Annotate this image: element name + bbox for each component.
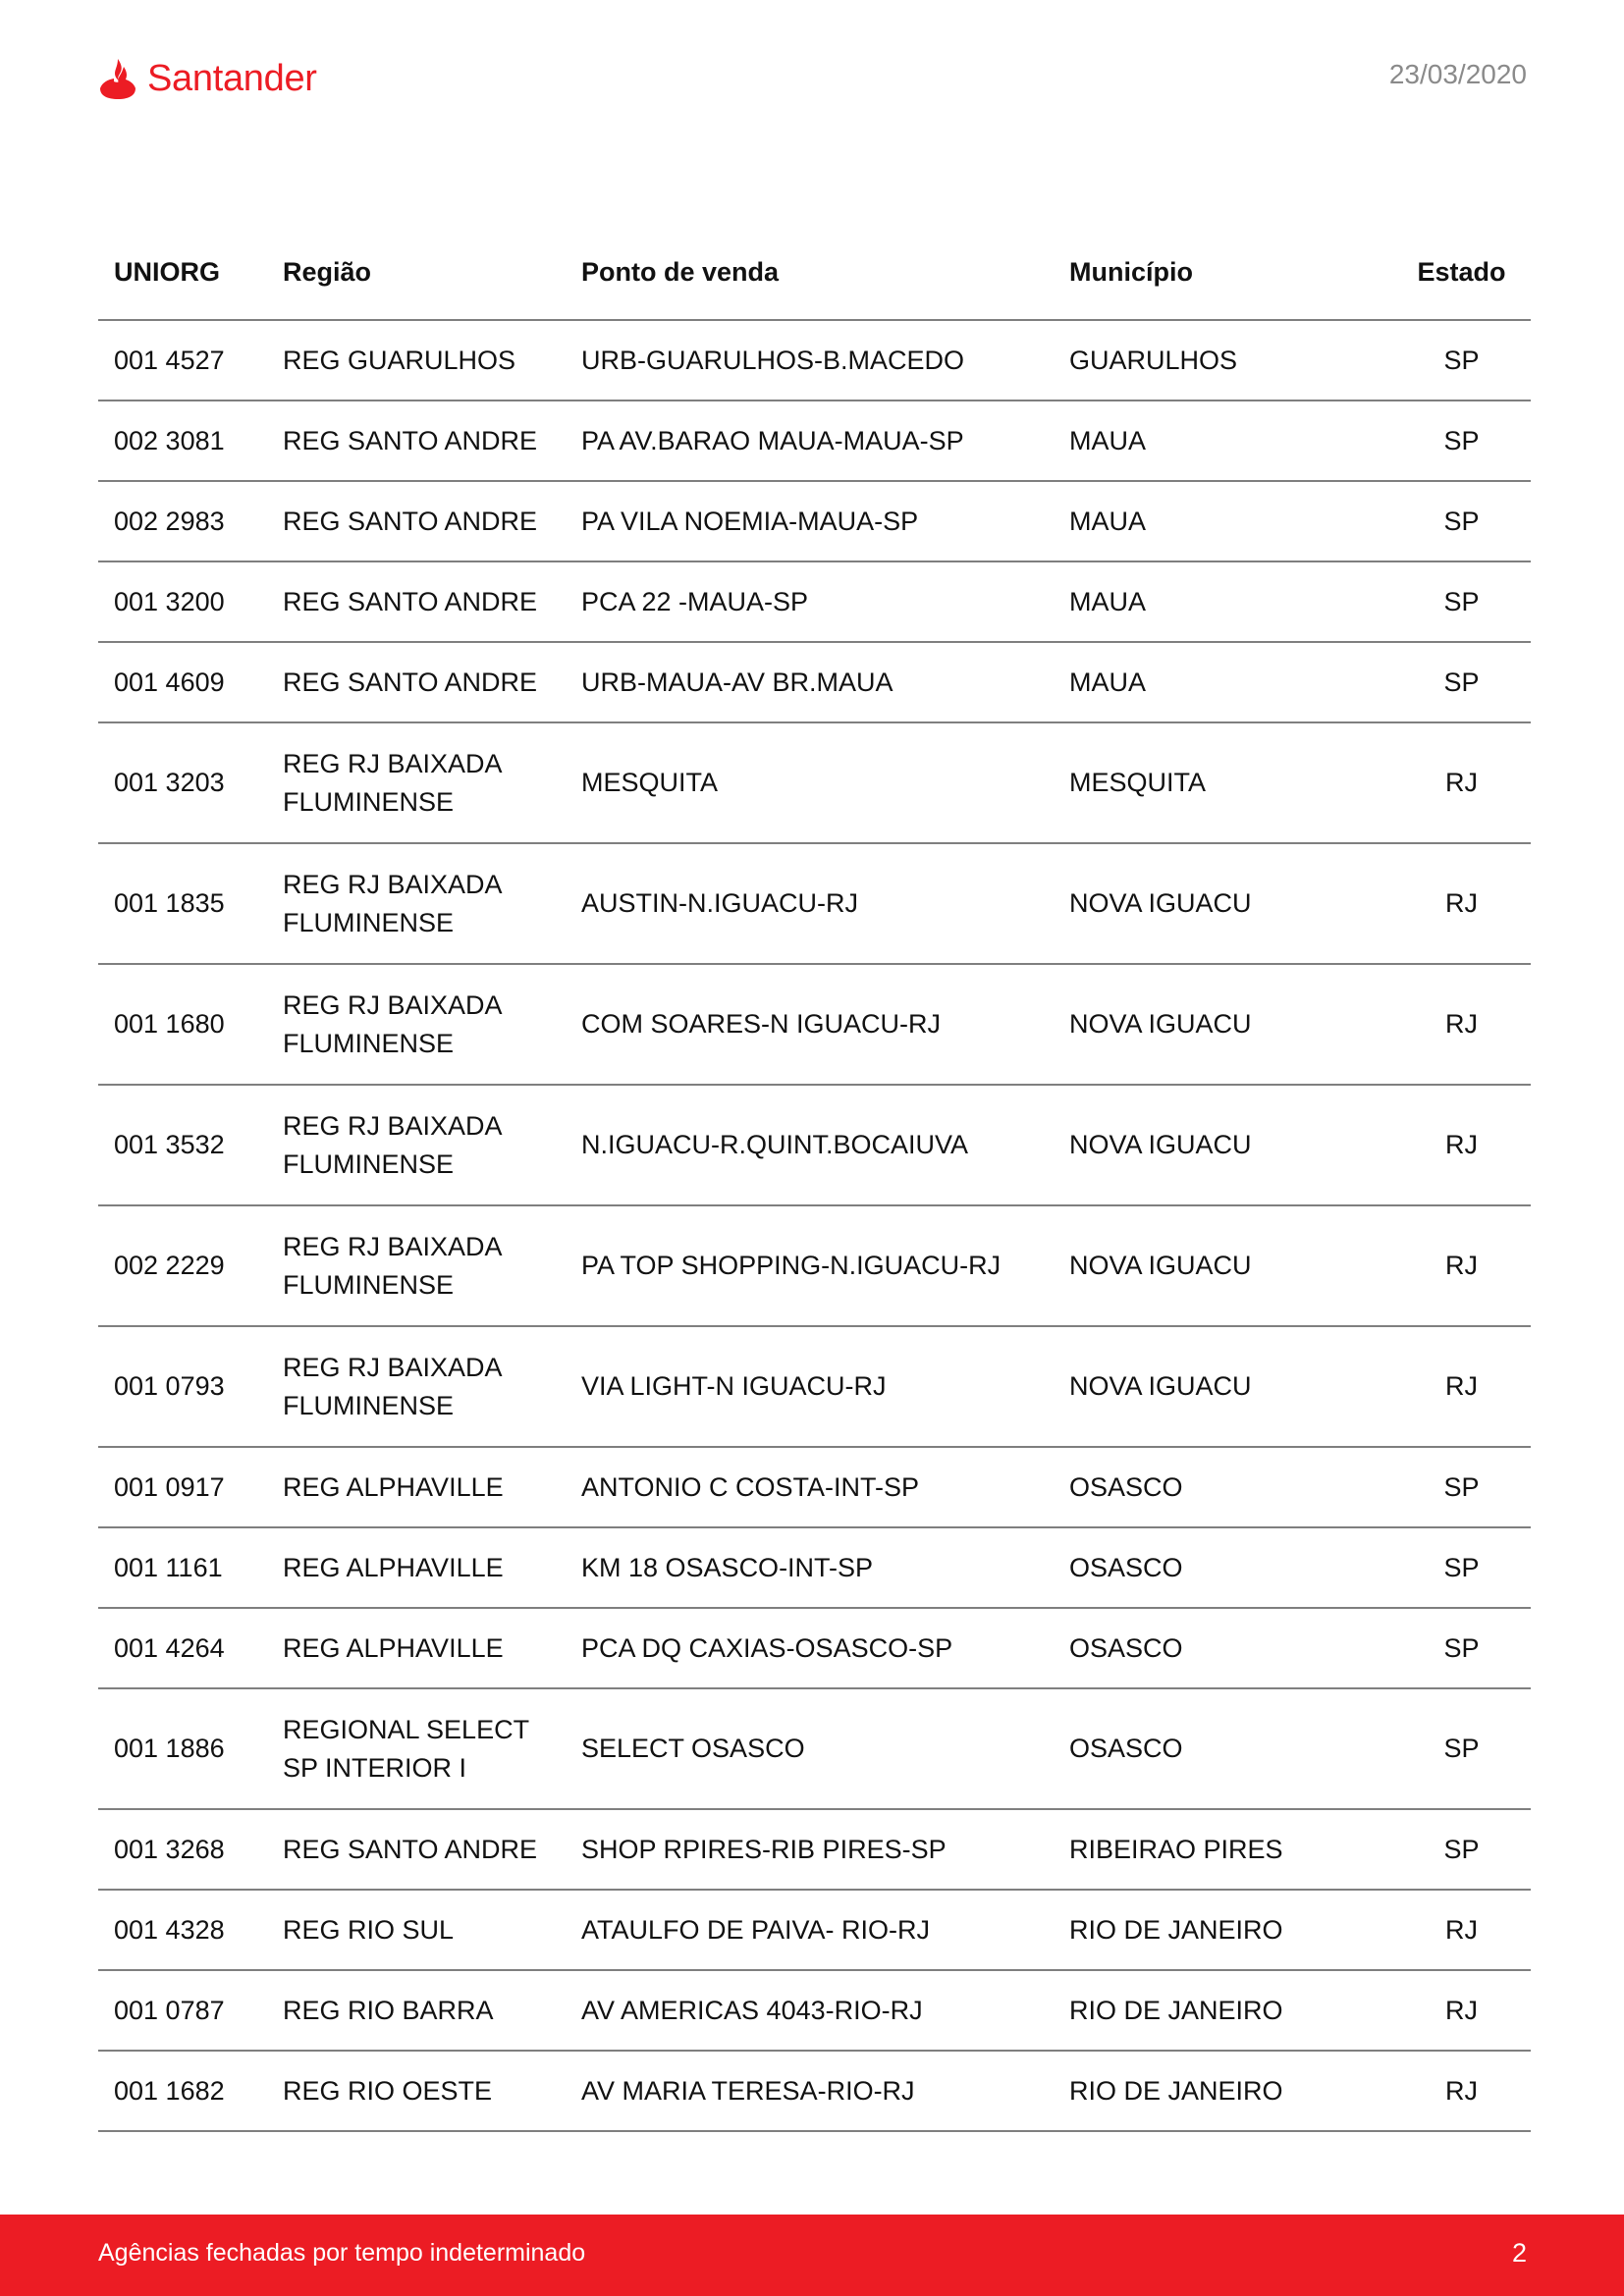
cell-regiao: REG SANTO ANDRE	[267, 642, 566, 722]
cell-municipio: OSASCO	[1054, 1527, 1392, 1608]
cell-estado: SP	[1392, 1447, 1531, 1527]
cell-municipio: RIO DE JANEIRO	[1054, 1970, 1392, 2051]
cell-regiao: REG SANTO ANDRE	[267, 561, 566, 642]
cell-municipio: MESQUITA	[1054, 722, 1392, 843]
table-row	[98, 722, 1531, 843]
cell-uniorg: 001 0793	[98, 1326, 267, 1447]
cell-estado: RJ	[1392, 1890, 1531, 1970]
cell-ponto-de-venda: AV AMERICAS 4043-RIO-RJ	[566, 1970, 1054, 2051]
cell-ponto-de-venda: PA VILA NOEMIA-MAUA-SP	[566, 481, 1054, 561]
cell-ponto-de-venda: SELECT OSASCO	[566, 1688, 1054, 1809]
cell-regiao: REGIONAL SELECT SP INTERIOR I	[267, 1688, 566, 1809]
cell-ponto-de-venda: ANTONIO C COSTA-INT-SP	[566, 1447, 1054, 1527]
column-header-ponto-de-venda: Ponto de venda	[566, 226, 1054, 320]
cell-municipio: NOVA IGUACU	[1054, 1205, 1392, 1326]
cell-estado: SP	[1392, 642, 1531, 722]
cell-regiao: REG RIO SUL	[267, 1890, 566, 1970]
cell-uniorg: 001 4609	[98, 642, 267, 722]
table-row	[98, 1447, 1531, 1527]
cell-uniorg: 002 2229	[98, 1205, 267, 1326]
cell-uniorg: 001 0787	[98, 1970, 267, 2051]
cell-ponto-de-venda: PCA DQ CAXIAS-OSASCO-SP	[566, 1608, 1054, 1688]
table-row	[98, 964, 1531, 1085]
cell-uniorg: 001 4264	[98, 1608, 267, 1688]
table-row	[98, 1205, 1531, 1326]
table-row	[98, 320, 1531, 400]
cell-estado: SP	[1392, 561, 1531, 642]
table-row	[98, 1326, 1531, 1447]
cell-estado: SP	[1392, 1809, 1531, 1890]
page-header	[0, 0, 1624, 157]
cell-uniorg: 001 0917	[98, 1447, 267, 1527]
cell-uniorg: 001 3203	[98, 722, 267, 843]
cell-regiao: REG ALPHAVILLE	[267, 1527, 566, 1608]
cell-regiao: REG RJ BAIXADA FLUMINENSE	[267, 1205, 566, 1326]
santander-logo	[98, 57, 317, 100]
table-row	[98, 642, 1531, 722]
cell-ponto-de-venda: PA AV.BARAO MAUA-MAUA-SP	[566, 400, 1054, 481]
table-row	[98, 481, 1531, 561]
cell-municipio: MAUA	[1054, 481, 1392, 561]
cell-municipio: OSASCO	[1054, 1447, 1392, 1527]
cell-estado: RJ	[1392, 2051, 1531, 2131]
cell-regiao: REG SANTO ANDRE	[267, 1809, 566, 1890]
cell-uniorg: 001 1680	[98, 964, 267, 1085]
cell-uniorg: 001 4328	[98, 1890, 267, 1970]
cell-uniorg: 002 3081	[98, 400, 267, 481]
cell-municipio: NOVA IGUACU	[1054, 1326, 1392, 1447]
table-row	[98, 2051, 1531, 2131]
cell-municipio: MAUA	[1054, 561, 1392, 642]
cell-regiao: REG GUARULHOS	[267, 320, 566, 400]
cell-uniorg: 002 2983	[98, 481, 267, 561]
cell-ponto-de-venda: ATAULFO DE PAIVA- RIO-RJ	[566, 1890, 1054, 1970]
cell-estado: SP	[1392, 400, 1531, 481]
cell-ponto-de-venda: KM 18 OSASCO-INT-SP	[566, 1527, 1054, 1608]
table-row	[98, 1608, 1531, 1688]
table-row	[98, 1688, 1531, 1809]
table-header-row	[98, 226, 1531, 320]
cell-estado: SP	[1392, 481, 1531, 561]
cell-municipio: RIO DE JANEIRO	[1054, 2051, 1392, 2131]
table-row	[98, 1527, 1531, 1608]
column-header-estado: Estado	[1392, 226, 1531, 320]
cell-ponto-de-venda: AV MARIA TERESA-RIO-RJ	[566, 2051, 1054, 2131]
table-row	[98, 1890, 1531, 1970]
cell-uniorg: 001 1886	[98, 1688, 267, 1809]
cell-estado: RJ	[1392, 1970, 1531, 2051]
cell-regiao: REG RJ BAIXADA FLUMINENSE	[267, 964, 566, 1085]
table-row	[98, 1085, 1531, 1205]
brand-name: Santander	[147, 58, 317, 99]
cell-ponto-de-venda: AUSTIN-N.IGUACU-RJ	[566, 843, 1054, 964]
cell-ponto-de-venda: VIA LIGHT-N IGUACU-RJ	[566, 1326, 1054, 1447]
cell-ponto-de-venda: PCA 22 -MAUA-SP	[566, 561, 1054, 642]
cell-regiao: REG ALPHAVILLE	[267, 1447, 566, 1527]
branches-table	[98, 226, 1531, 2132]
cell-regiao: REG SANTO ANDRE	[267, 481, 566, 561]
cell-municipio: NOVA IGUACU	[1054, 843, 1392, 964]
cell-estado: RJ	[1392, 1326, 1531, 1447]
cell-uniorg: 001 1835	[98, 843, 267, 964]
cell-municipio: OSASCO	[1054, 1688, 1392, 1809]
footer-caption: Agências fechadas por tempo indeterminado	[98, 2239, 586, 2267]
table-row	[98, 400, 1531, 481]
cell-municipio: RIBEIRAO PIRES	[1054, 1809, 1392, 1890]
cell-ponto-de-venda: MESQUITA	[566, 722, 1054, 843]
cell-ponto-de-venda: URB-MAUA-AV BR.MAUA	[566, 642, 1054, 722]
cell-ponto-de-venda: COM SOARES-N IGUACU-RJ	[566, 964, 1054, 1085]
cell-municipio: NOVA IGUACU	[1054, 964, 1392, 1085]
flame-icon	[98, 57, 137, 100]
cell-municipio: MAUA	[1054, 642, 1392, 722]
column-header-regiao: Região	[267, 226, 566, 320]
cell-uniorg: 001 3200	[98, 561, 267, 642]
table-row	[98, 561, 1531, 642]
cell-regiao: REG RIO OESTE	[267, 2051, 566, 2131]
cell-regiao: REG RJ BAIXADA FLUMINENSE	[267, 722, 566, 843]
cell-regiao: REG RJ BAIXADA FLUMINENSE	[267, 1085, 566, 1205]
table-row	[98, 1970, 1531, 2051]
cell-estado: RJ	[1392, 964, 1531, 1085]
cell-ponto-de-venda: URB-GUARULHOS-B.MACEDO	[566, 320, 1054, 400]
document-date: 23/03/2020	[1388, 59, 1527, 89]
cell-municipio: OSASCO	[1054, 1608, 1392, 1688]
table-row	[98, 843, 1531, 964]
cell-uniorg: 001 1682	[98, 2051, 267, 2131]
cell-regiao: REG RJ BAIXADA FLUMINENSE	[267, 843, 566, 964]
cell-estado: SP	[1392, 1688, 1531, 1809]
column-header-uniorg: UNIORG	[98, 226, 267, 320]
page-number: 2	[1511, 2238, 1527, 2268]
cell-uniorg: 001 1161	[98, 1527, 267, 1608]
cell-municipio: MAUA	[1054, 400, 1392, 481]
page-footer	[0, 2215, 1624, 2296]
table-row	[98, 1809, 1531, 1890]
cell-estado: SP	[1392, 320, 1531, 400]
cell-estado: RJ	[1392, 1085, 1531, 1205]
cell-uniorg: 001 4527	[98, 320, 267, 400]
cell-uniorg: 001 3268	[98, 1809, 267, 1890]
column-header-municipio: Município	[1054, 226, 1392, 320]
cell-estado: RJ	[1392, 722, 1531, 843]
cell-municipio: RIO DE JANEIRO	[1054, 1890, 1392, 1970]
cell-ponto-de-venda: PA TOP SHOPPING-N.IGUACU-RJ	[566, 1205, 1054, 1326]
cell-regiao: REG ALPHAVILLE	[267, 1608, 566, 1688]
cell-regiao: REG RJ BAIXADA FLUMINENSE	[267, 1326, 566, 1447]
cell-estado: RJ	[1392, 843, 1531, 964]
cell-ponto-de-venda: N.IGUACU-R.QUINT.BOCAIUVA	[566, 1085, 1054, 1205]
cell-municipio: NOVA IGUACU	[1054, 1085, 1392, 1205]
cell-ponto-de-venda: SHOP RPIRES-RIB PIRES-SP	[566, 1809, 1054, 1890]
cell-estado: RJ	[1392, 1205, 1531, 1326]
cell-uniorg: 001 3532	[98, 1085, 267, 1205]
branches-table-container	[98, 226, 1531, 2132]
cell-estado: SP	[1392, 1527, 1531, 1608]
cell-municipio: GUARULHOS	[1054, 320, 1392, 400]
cell-estado: SP	[1392, 1608, 1531, 1688]
cell-regiao: REG SANTO ANDRE	[267, 400, 566, 481]
cell-regiao: REG RIO BARRA	[267, 1970, 566, 2051]
